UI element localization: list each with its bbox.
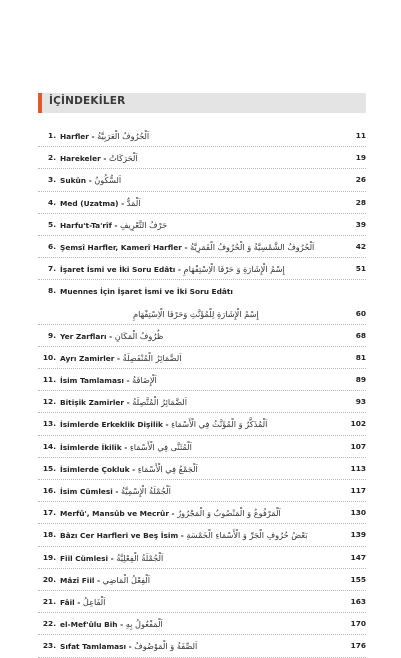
toc-entry[interactable] [38, 613, 366, 635]
entry-page-number: 39 [355, 219, 366, 229]
entry-turkish-title: Fâil - [60, 597, 83, 607]
toc-entry[interactable] [38, 325, 366, 347]
entry-arabic-title: اَلْإِضَافَةُ [132, 375, 157, 386]
entry-title [60, 641, 197, 651]
entry-page-number: 163 [350, 596, 366, 606]
toc-entry[interactable] [38, 214, 366, 236]
entry-title [60, 264, 285, 274]
toc-entry[interactable] [38, 436, 366, 458]
entry-number: 21. [42, 596, 56, 606]
header-accent-bar [38, 93, 42, 113]
entry-turkish-title: Sukûn - [60, 176, 95, 186]
entry-title [60, 175, 121, 185]
entry-page-number: 130 [350, 508, 366, 518]
entry-number: 6. [48, 241, 56, 251]
entry-page-number: 102 [350, 419, 366, 429]
entry-title [133, 309, 259, 319]
entry-page-number: 176 [350, 641, 366, 651]
entry-title [60, 131, 149, 141]
page-title: İÇİNDEKİLER [49, 95, 126, 107]
entry-turkish-title: Mâzî Fiil - [60, 575, 103, 585]
entry-number: 10. [42, 352, 56, 362]
entry-arabic-title: اَلْحُرُوفُ الْعَرَبِيَّةُ [97, 131, 150, 141]
entry-arabic-title: اَلْحُرُوفُ الشَّمْسِيَّةُ وَ الْحُرُوفُ الْقَمَرِيَّةُ [190, 241, 315, 252]
entry-title [60, 530, 308, 540]
entry-title [60, 331, 163, 341]
entry-title [60, 286, 233, 296]
toc-entry[interactable] [38, 192, 366, 214]
entry-number: 14. [42, 441, 56, 451]
toc-entry[interactable] [38, 147, 366, 169]
toc-entry[interactable] [38, 280, 366, 302]
toc-entry[interactable] [38, 391, 366, 413]
toc-entry[interactable] [38, 547, 366, 569]
entry-title [60, 619, 163, 629]
entry-number: 17. [42, 508, 56, 518]
entry-page-number: 139 [350, 530, 366, 540]
toc-entry[interactable] [38, 458, 366, 480]
entry-page-number: 28 [355, 197, 366, 207]
entry-arabic-title: اَلْمَفْعُولُ بِهِ [125, 619, 163, 630]
entry-title [60, 397, 187, 407]
toc-header [38, 93, 366, 113]
entry-number: 16. [42, 486, 56, 495]
entry-page-number: 68 [355, 330, 366, 340]
entry-turkish-title: Şemsî Harfler, Kamerî Harfler - [60, 242, 191, 252]
entry-page-number: 117 [350, 486, 366, 495]
entry-arabic-title: اَلْجُمْلَةُ الْفِعْلِيَّةُ [116, 552, 164, 563]
entry-turkish-title: İsimlerde Erkeklik Dişilik - [60, 420, 172, 430]
entry-turkish-title: Sıfat Tamlaması - [60, 642, 135, 652]
entry-arabic-title: إِسْمُ الْإِشَارَةِ لِلْمُؤَنَّثِ وَحَرْفَا الْاِسْتِفْهَامِ [133, 308, 259, 319]
toc-entry[interactable] [38, 635, 366, 657]
entry-title [60, 153, 138, 163]
entry-turkish-title: el-Mef'ûlu Bih - [60, 620, 126, 630]
entry-number: 3. [48, 175, 56, 185]
entry-number: 15. [42, 463, 56, 473]
toc-entry[interactable] [38, 524, 366, 546]
entry-page-number: 93 [355, 397, 366, 407]
toc-entry[interactable] [38, 125, 366, 147]
entry-number: 18. [42, 530, 56, 540]
entry-title [60, 464, 198, 474]
entry-title [60, 198, 141, 208]
entry-title [60, 442, 192, 452]
entry-number: 11. [42, 375, 56, 385]
entry-arabic-title: بَعْضُ حُرُوفِ الْجَرِّ وَ الْأَسْمَاءِ الْخَمْسَةِ [186, 530, 308, 541]
entry-number: 12. [42, 397, 56, 407]
entry-turkish-title: Harfu't-Ta'rîf - [60, 220, 121, 230]
entry-arabic-title: اَلضَّمَائِرُ الْمُنْفَصِلَةُ [122, 352, 182, 363]
entry-title [60, 419, 267, 429]
entry-number: 9. [48, 330, 56, 340]
entry-arabic-title: اَلْمُثَنَّى فِي الْأَسْمَاءِ [129, 441, 192, 452]
toc-entry[interactable] [38, 569, 366, 591]
entry-page-number: 81 [355, 352, 366, 362]
entry-arabic-title: ظُرُوفُ الْمَكَانِ [114, 330, 164, 341]
entry-arabic-title: اَلسُّكُونُ [94, 175, 122, 186]
entry-turkish-title: Bitişik Zamirler - [60, 398, 133, 408]
entry-title [60, 353, 181, 363]
entry-turkish-title: Harfler - [60, 132, 98, 141]
entry-number: 5. [48, 219, 56, 229]
entry-page-number: 89 [355, 375, 366, 385]
entry-number: 8. [48, 286, 56, 296]
entry-page-number: 113 [350, 463, 366, 473]
toc-entry[interactable] [38, 502, 366, 524]
toc-entry[interactable] [38, 591, 366, 613]
entry-turkish-title: Med (Uzatma) - [60, 198, 127, 208]
toc-entry[interactable] [38, 258, 366, 280]
entry-turkish-title: Fiil Cümlesi - [60, 553, 117, 563]
entry-turkish-title: Muennes İçin İşaret İsmi ve İki Soru Edâtı [60, 287, 233, 297]
entry-arabic-title: اَلْمُذَكَّرُ وَ الْمُؤَنَّثُ فِي الْأَسْمَاءِ [171, 419, 268, 430]
entry-page-number: 107 [350, 441, 366, 451]
entry-number: 4. [48, 197, 56, 207]
entry-arabic-title: اَلضَّمَائِرُ الْمُتَّصِلَةُ [132, 397, 187, 408]
entry-title [60, 597, 105, 607]
entry-number: 19. [42, 552, 56, 562]
entry-title [60, 220, 167, 230]
entry-arabic-title: اَلْمَدُّ [126, 197, 141, 208]
entry-page-number: 42 [355, 241, 366, 251]
entry-turkish-title: Ayrı Zamirler - [60, 353, 123, 363]
entry-number: 23. [42, 641, 56, 651]
toc-entry[interactable] [38, 413, 366, 435]
table-of-contents [38, 125, 366, 658]
entry-title [60, 508, 281, 518]
entry-number: 22. [42, 619, 56, 629]
entry-title [60, 553, 163, 563]
toc-entry[interactable] [38, 236, 366, 258]
entry-page-number: 26 [355, 175, 366, 185]
entry-turkish-title: Merfû', Mansûb ve Mecrûr - [60, 509, 178, 519]
entry-page-number: 60 [355, 308, 366, 318]
entry-arabic-title: اَلْحَرَكَاتُ [108, 153, 138, 164]
entry-page-number: 51 [355, 264, 366, 274]
entry-turkish-title: İsimlerde Çokluk - [60, 464, 138, 474]
toc-entry[interactable] [38, 169, 366, 191]
entry-title [60, 486, 171, 496]
entry-number: 7. [48, 264, 56, 274]
entry-turkish-title: Yer Zarfları - [60, 331, 115, 341]
entry-number: 13. [42, 419, 56, 429]
entry-turkish-title: İsim Tamlaması - [60, 376, 133, 386]
entry-turkish-title: Harekeler - [60, 154, 109, 164]
entry-turkish-title: İsimlerde İkilik - [60, 442, 130, 452]
entry-number: 2. [48, 153, 56, 163]
entry-arabic-title: اَلْجَمْعُ فِي الْأَسْمَاءِ [137, 463, 198, 474]
entry-turkish-title: Bâzı Cer Harfleri ve Beş İsim - [60, 531, 187, 541]
entry-turkish-title: İsim Cümlesi - [60, 487, 122, 496]
entry-arabic-title: اَلْمَرْفُوعُ وَ الْمَنْصُوبُ وَ الْمَجْرُورُ [177, 508, 281, 519]
entry-page-number: 11 [355, 131, 366, 140]
entry-number: 1. [48, 131, 56, 140]
entry-arabic-title: اَلْجُمْلَةُ الْإِسْمِيَّةُ [121, 486, 171, 496]
entry-title [60, 242, 314, 252]
entry-number: 20. [42, 574, 56, 584]
toc-entry[interactable] [38, 480, 366, 502]
entry-arabic-title: اَلْفِعْلُ الْمَاضِي [102, 574, 151, 585]
entry-arabic-title: إِسْمُ الْإِشَارَةِ وَ حَرْفَا الْاِسْتِفْهَامِ [183, 264, 285, 275]
entry-arabic-title: اَلصِّفَةُ وَ الْمَوْصُوفُ [134, 641, 198, 652]
toc-entry[interactable] [38, 347, 366, 369]
entry-page-number: 170 [350, 619, 366, 629]
entry-page-number: 155 [350, 574, 366, 584]
entry-title [60, 575, 150, 585]
toc-entry[interactable] [38, 369, 366, 391]
entry-turkish-title: İşaret İsmi ve İki Soru Edâtı - [60, 265, 184, 275]
entry-title [60, 375, 157, 385]
entry-arabic-title: حَرْفُ التَّعْرِيفِ [120, 219, 168, 230]
entry-page-number: 147 [350, 552, 366, 562]
entry-page-number: 19 [355, 153, 366, 163]
toc-entry[interactable] [38, 303, 366, 325]
entry-arabic-title: اَلْفَاعِلُ [82, 596, 106, 607]
